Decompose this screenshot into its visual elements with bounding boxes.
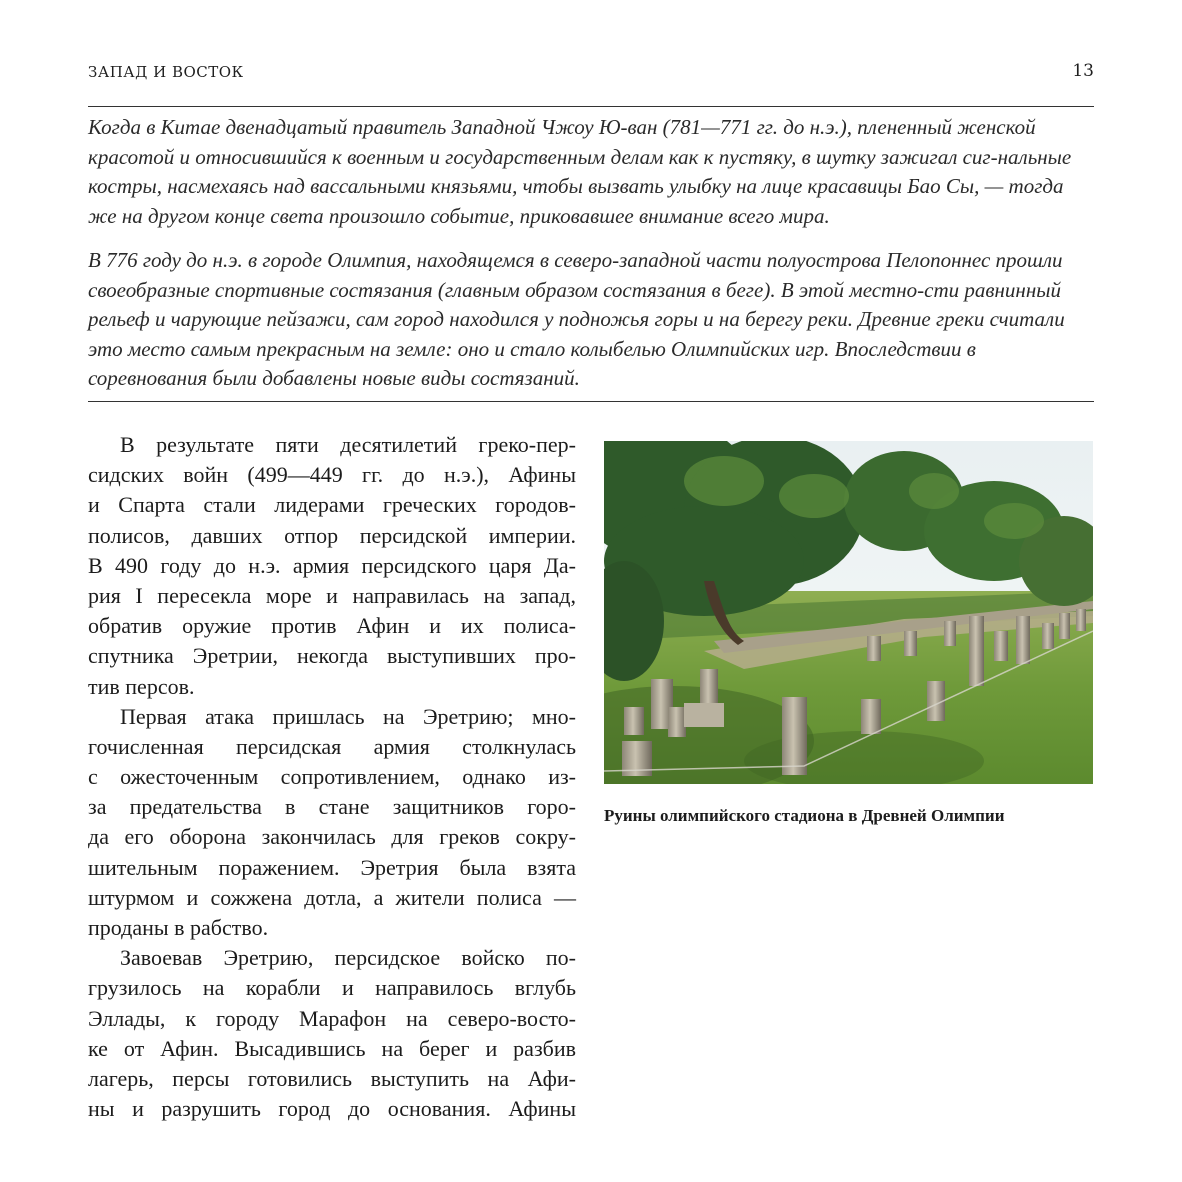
body-line: Первая атака пришлась на Эретрию; мно-: [120, 703, 576, 729]
body-line: ны и разрушить город до основания. Афины: [88, 1096, 576, 1122]
body-line: Завоевав Эретрию, персидское войско по-: [120, 945, 576, 971]
body-line: проданы в рабство.: [88, 915, 269, 940]
running-title: ЗАПАД И ВОСТОК: [88, 63, 244, 81]
epigraph-paragraph-1: Когда в Китае двенадцатый правитель Западной Чжоу Ю-ван (781—771 гг. до н.э.), плененный женской красотой и относившийся к военным и государственным делам как к пустяку, в шутку зажигал сиг-нальные костры, насмехаясь над вассальными князьями, чтобы вызвать улыбку на лице красавицы Бао Сы, — тогда же на другом конце света произошло событие, приковавшее внимание всего мира.: [88, 115, 1072, 228]
epigraph: [88, 113, 1094, 394]
body-line: ке от Афин. Высадившись на берег и разбив: [88, 1035, 576, 1061]
body-line: тив персов.: [88, 673, 195, 699]
epigraph-bottom-rule: [88, 401, 1094, 402]
body-line: лагерь, персы готовились выступить на Афи-: [88, 1065, 576, 1091]
stone-block: [684, 703, 724, 727]
page-number: 13: [1072, 61, 1094, 81]
body-line: полисов, давших отпор персидской империи.: [88, 522, 576, 548]
body-line: шительным поражением. Эретрия была взята: [88, 854, 576, 880]
body-line: рия I пересекла море и направилась на запад,: [88, 582, 576, 608]
body-line: с ожесточенным сопротивлением, однако из-: [88, 764, 576, 790]
body-line: гочисленная персидская армия столкнулась: [88, 733, 576, 759]
epigraph-paragraph-2: В 776 году до н.э. в городе Олимпия, находящемся в северо-западной части полуострова Пелопоннес прошли своеобразные спортивные состязания (главным образом состязания в беге). В этой местно-сти равнинный рельеф и чарующие пейзажи, сам город находился у подножья горы и на берегу реки. Древние греки считали это место самым прекрасным на земле: оно и стало колыбелью Олимпийских игр. Впоследствии в соревнования были добавлены новые виды состязаний.: [88, 248, 1065, 390]
body-text: [88, 430, 576, 1124]
body-line: обратив оружие против Афин и их полиса-: [88, 613, 576, 639]
body-line: штурмом и сожжена дотла, а жители полиса —: [88, 884, 576, 910]
epigraph-top-rule: [88, 106, 1094, 107]
body-line: В результате пяти десятилетий греко-пер-: [120, 432, 576, 457]
body-line: Эллады, к городу Марафон на северо-восто-: [88, 1005, 576, 1031]
body-line: за предательства в стане защитников горо-: [88, 794, 576, 820]
photo-caption: Руины олимпийского стадиона в Древней Олимпии: [604, 806, 1005, 825]
olympia-stadium-photo: [604, 441, 1093, 784]
body-line: да его оборона закончилась для греков сокру-: [88, 824, 576, 850]
body-line: и Спарта стали лидерами греческих городов-: [88, 492, 576, 518]
body-line: сидских войн (499—449 гг. до н.э.), Афины: [88, 462, 576, 488]
body-line: грузилось на корабли и направилось вглубь: [88, 975, 576, 1001]
body-line: спутника Эретрии, некогда выступивших про-: [88, 643, 576, 669]
body-line: В 490 году до н.э. армия персидского царя Да-: [88, 552, 576, 578]
